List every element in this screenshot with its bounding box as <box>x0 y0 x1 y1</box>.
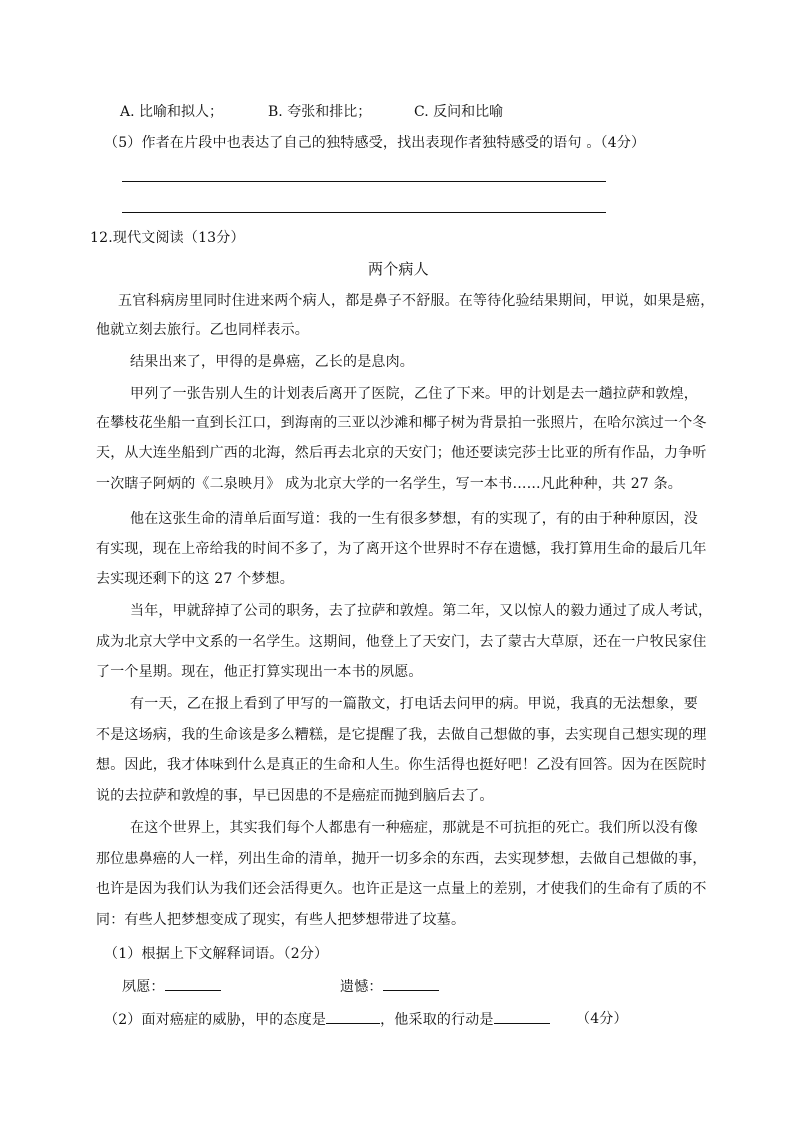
sub-question-1: （1）根据上下文解释词语。（2分） <box>104 946 329 962</box>
term-1-row <box>122 976 221 997</box>
passage-title: 两个病人 <box>368 260 429 278</box>
passage-line: 同：有些人把梦想变成了现实，有些人把梦想带进了坟墓。 <box>96 912 466 928</box>
term-2-row <box>340 976 439 997</box>
passage-line: 五官科病房里同时住进来两个病人，都是鼻子不舒服。在等待化验结果期间，甲说，如果是癌， <box>118 293 715 309</box>
passage-line: 甲列了一张告别人生的计划表后离开了医院，乙住了下来。甲的计划是去一趟拉萨和敦煌， <box>130 386 698 402</box>
passage-line: 在攀枝花坐船一直到长江口，到海南的三亚以沙滩和椰子树为背景拍一张照片，在哈尔滨过一个冬 <box>96 415 707 431</box>
term-2-label: 遗憾： <box>340 979 383 995</box>
option-b: B. 夸张和排比； <box>268 104 372 120</box>
answer-line-2 <box>122 212 606 213</box>
question-5: （5）作者在片段中也表达了自己的独特感受，找出表现作者独特感受的语句 。（4分） <box>104 135 646 151</box>
sub-question-2-text-1: （2）面对癌症的威胁，甲的态度是 <box>104 1012 327 1028</box>
option-a: A. 比喻和拟人； <box>120 104 224 120</box>
term-1-blank[interactable] <box>165 976 221 991</box>
passage-line: 天，从大连坐船到广西的北海，然后再去北京的天安门；他还要读完莎士比亚的所有作品，力争听 <box>96 445 707 461</box>
passage-line: 他就立刻去旅行。乙也同样表示。 <box>96 322 309 338</box>
passage-line: 一次瞎子阿炳的《二泉映月》 成为北京大学的一名学生，写一本书……凡此种种，共 27 条。 <box>96 476 682 492</box>
action-blank[interactable] <box>494 1009 550 1024</box>
sub-question-2 <box>104 1009 550 1030</box>
passage-line: 结果出来了，甲得的是鼻癌，乙长的是息肉。 <box>130 354 414 370</box>
section-heading: 12.现代文阅读（13分） <box>90 230 245 246</box>
sub-question-2-score: （4分） <box>576 1011 628 1027</box>
passage-line: 有一天，乙在报上看到了甲写的一篇散文，打电话去问甲的病。甲说，我真的无法想象，要 <box>130 696 698 712</box>
passage-line: 想。因此，我才体味到什么是真正的生命和人生。你生活得也挺好吧！乙没有回答。因为在医院时 <box>96 757 707 773</box>
answer-line-1 <box>122 181 606 182</box>
term-1-label: 夙愿： <box>122 979 165 995</box>
passage-line: 那位患鼻癌的人一样，列出生命的清单，抛开一切多余的东西，去实现梦想，去做自己想做的事， <box>96 851 707 867</box>
passage-line: 了一个星期。现在，他正打算实现出一本书的夙愿。 <box>96 664 423 680</box>
term-2-blank[interactable] <box>383 976 439 991</box>
passage-line: 在这个世界上，其实我们每个人都患有一种癌症，那就是不可抗拒的死亡。我们所以没有像 <box>130 820 698 836</box>
sub-question-2-text-2: ，他采取的行动是 <box>380 1012 494 1028</box>
passage-line: 也许是因为我们认为我们还会活得更久。也许正是这一点量上的差别，才使我们的生命有了质的不 <box>96 881 707 897</box>
passage-line: 当年，甲就辞掉了公司的职务，去了拉萨和敦煌。第二年，又以惊人的毅力通过了成人考试， <box>130 603 713 619</box>
passage-line: 有实现，现在上帝给我的时间不多了，为了离开这个世界时不存在遗憾，我打算用生命的最后几年 <box>96 541 707 557</box>
passage-line: 不是这场病，我的生命该是多么糟糕，是它提醒了我，去做自己想做的事，去实现自己想实现的理 <box>96 727 707 743</box>
passage-line: 去实现还剩下的这 27 个梦想。 <box>96 571 294 587</box>
attitude-blank[interactable] <box>326 1009 380 1024</box>
passage-line: 成为北京大学中文系的一名学生。这期间，他登上了天安门，去了蒙古大草原，还在一户牧民家住 <box>96 634 707 650</box>
option-c: C. 反问和比喻 <box>414 104 504 120</box>
passage-line: 说的去拉萨和敦煌的事，早已因患的不是癌症而抛到脑后去了。 <box>96 788 494 804</box>
passage-line: 他在这张生命的清单后面写道：我的一生有很多梦想，有的实现了，有的由于种种原因，没 <box>130 511 698 527</box>
